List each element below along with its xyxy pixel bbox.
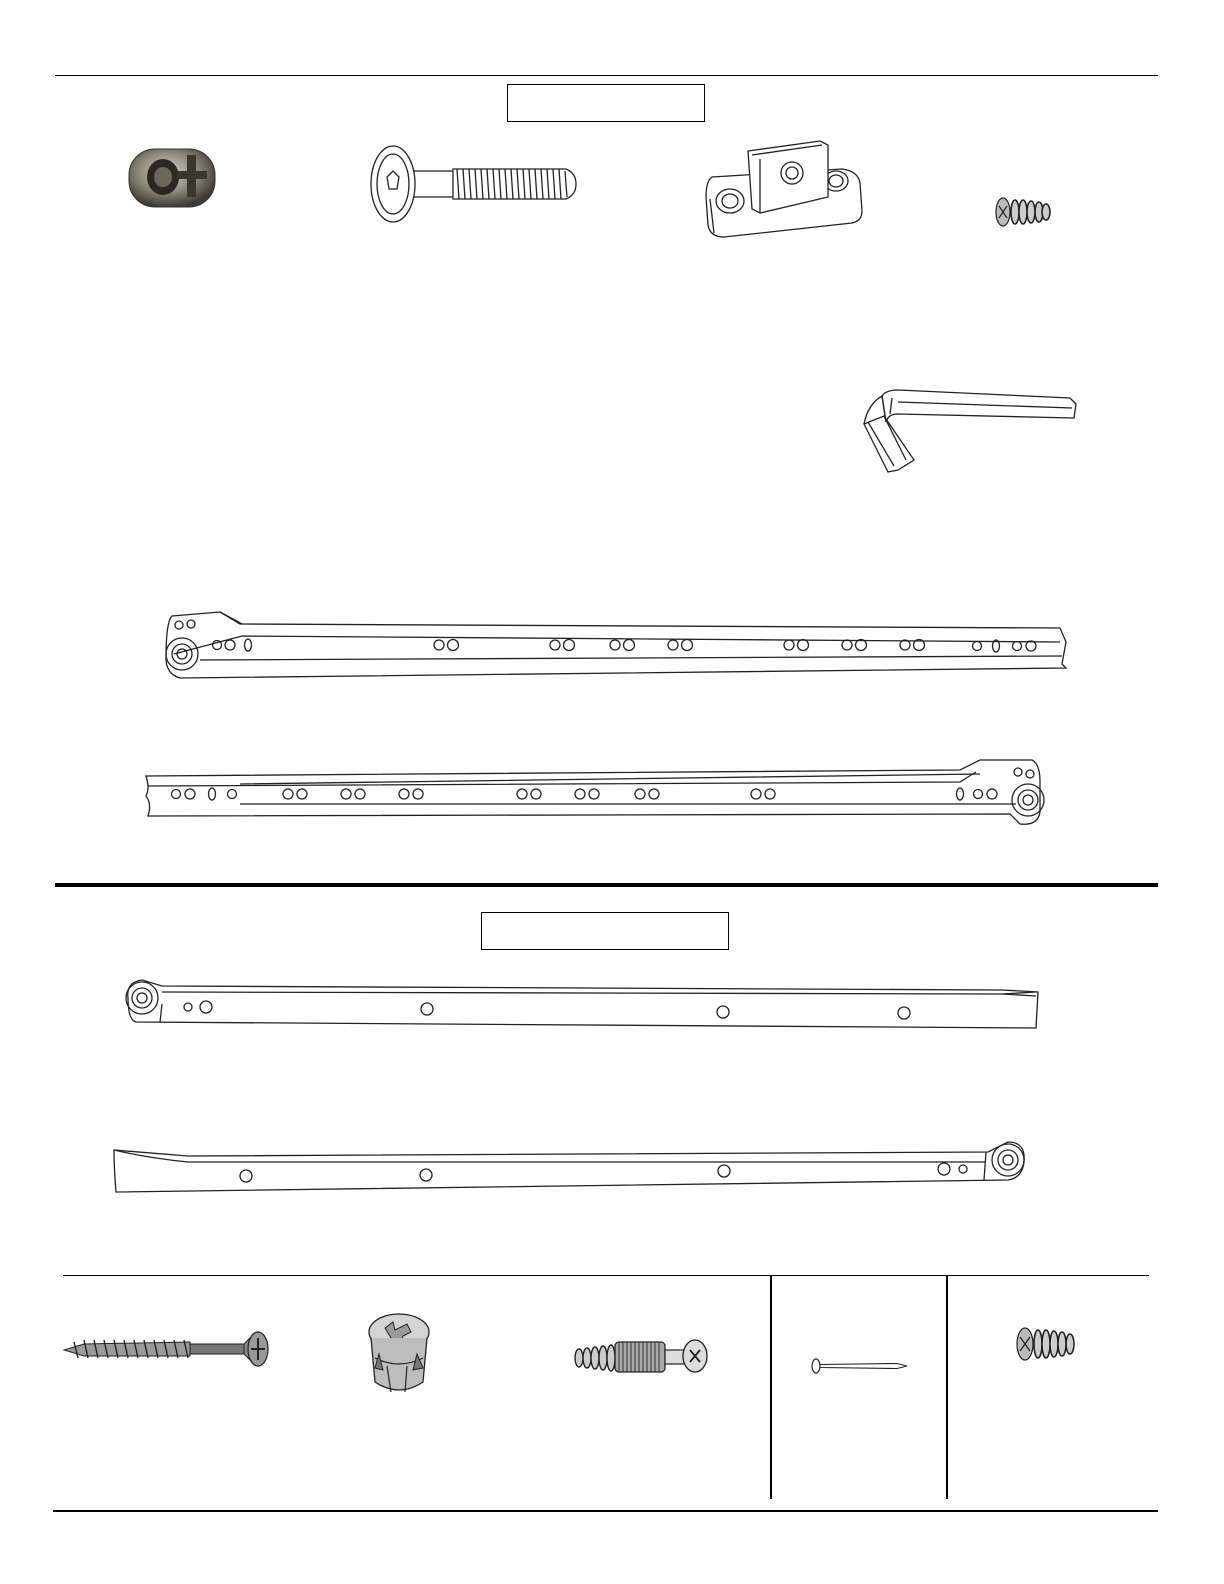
cabinet-rail-left-icon	[122, 976, 1042, 1034]
allen-key-icon	[858, 386, 1080, 476]
top-rule	[55, 75, 1158, 76]
cabinet-rail-right-icon	[108, 1138, 1028, 1196]
bottom-divider-2	[946, 1276, 948, 1499]
wood-screw-icon	[60, 1326, 274, 1370]
mounting-bracket-icon	[702, 137, 867, 243]
bottom-rule	[53, 1510, 1158, 1512]
section-label-box-top	[507, 84, 705, 122]
euro-screw-icon	[1014, 1324, 1080, 1364]
nail-icon	[809, 1356, 909, 1376]
short-screw-icon	[994, 194, 1056, 230]
bottom-divider-1	[770, 1276, 772, 1499]
drawer-slide-right-icon	[140, 756, 1052, 830]
section-label-box-middle	[481, 912, 729, 950]
cam-lock-nut-icon	[125, 143, 220, 209]
cam-lock-housing-icon	[361, 1308, 437, 1398]
dowel-bolt-icon	[571, 1336, 711, 1376]
bottom-top-rule	[63, 1275, 1149, 1276]
section-divider-rule	[55, 883, 1158, 887]
connector-bolt-icon	[368, 143, 583, 225]
drawer-slide-left-icon	[160, 606, 1072, 682]
